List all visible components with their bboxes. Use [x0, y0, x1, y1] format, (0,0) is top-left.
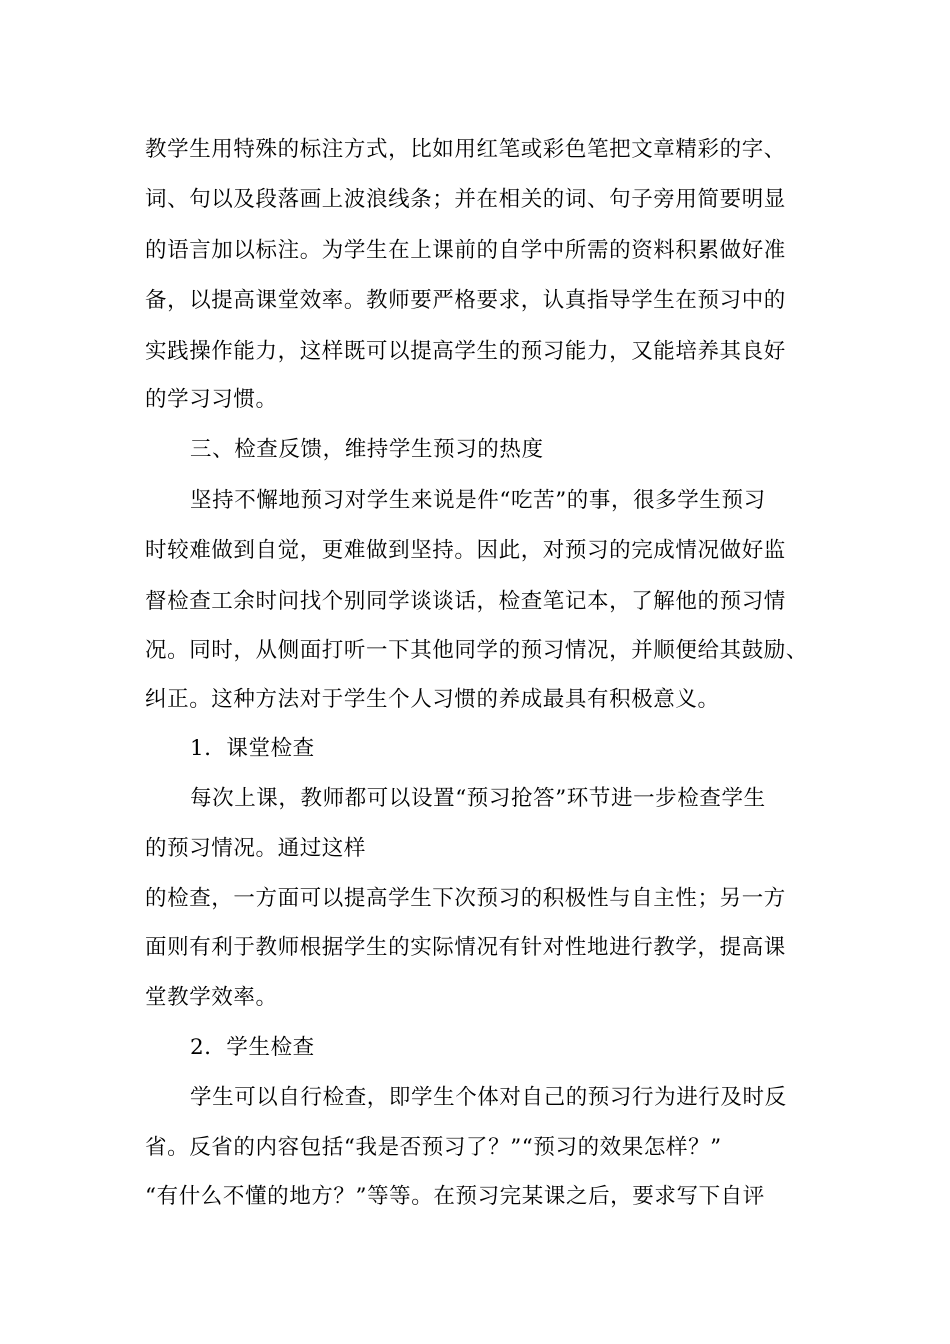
- subsection-heading: 2．学生检查: [190, 1035, 315, 1060]
- text-line: 备，以提高课堂效率。教师要严格要求，认真指导学生在预习中的: [145, 288, 786, 313]
- text-line: 词、句以及段落画上波浪线条；并在相关的词、句子旁用简要明显: [145, 187, 786, 212]
- text-line: “有什么不懂的地方？”等等。在预习完某课之后，要求写下自评: [145, 1184, 765, 1209]
- text-line: 面则有利于教师根据学生的实际情况有针对性地进行教学，提高课: [145, 935, 786, 960]
- text-line: 堂教学效率。: [145, 985, 278, 1010]
- text-line: 况。同时，从侧面打听一下其他同学的预习情况，并顺便给其鼓励、: [145, 638, 809, 663]
- text-line: 坚持不懈地预习对学生来说是件“吃苦”的事，很多学生预习: [190, 488, 766, 513]
- text-line: 省。反省的内容包括“我是否预习了？”“预习的效果怎样？”: [145, 1135, 722, 1160]
- text-line: 教学生用特殊的标注方式，比如用红笔或彩色笔把文章精彩的字、: [145, 137, 786, 162]
- text-line: 的学习习惯。: [145, 387, 278, 412]
- text-line: 实践操作能力，这样既可以提高学生的预习能力，又能培养其良好: [145, 339, 786, 364]
- section-heading: 三、检查反馈，维持学生预习的热度: [190, 437, 544, 462]
- text-line: 每次上课，教师都可以设置“预习抢答”环节进一步检查学生: [190, 786, 766, 811]
- text-line: 的检查，一方面可以提高学生下次预习的积极性与自主性；另一方: [145, 886, 786, 911]
- text-line: 督检查工余时问找个别同学谈谈话，检查笔记本，了解他的预习情: [145, 589, 786, 614]
- text-line: 时较难做到自觉，更难做到坚持。因此，对预习的完成情况做好监: [145, 538, 786, 563]
- subsection-heading: 1．课堂检查: [190, 736, 315, 761]
- text-line: 的语言加以标注。为学生在上课前的自学中所需的资料积累做好准: [145, 238, 786, 263]
- text-line: 学生可以自行检查，即学生个体对自己的预习行为进行及时反: [190, 1085, 787, 1110]
- text-line: 纠正。这种方法对于学生个人习惯的养成最具有积极意义。: [145, 687, 720, 712]
- text-line: 的预习情况。通过这样: [145, 836, 367, 861]
